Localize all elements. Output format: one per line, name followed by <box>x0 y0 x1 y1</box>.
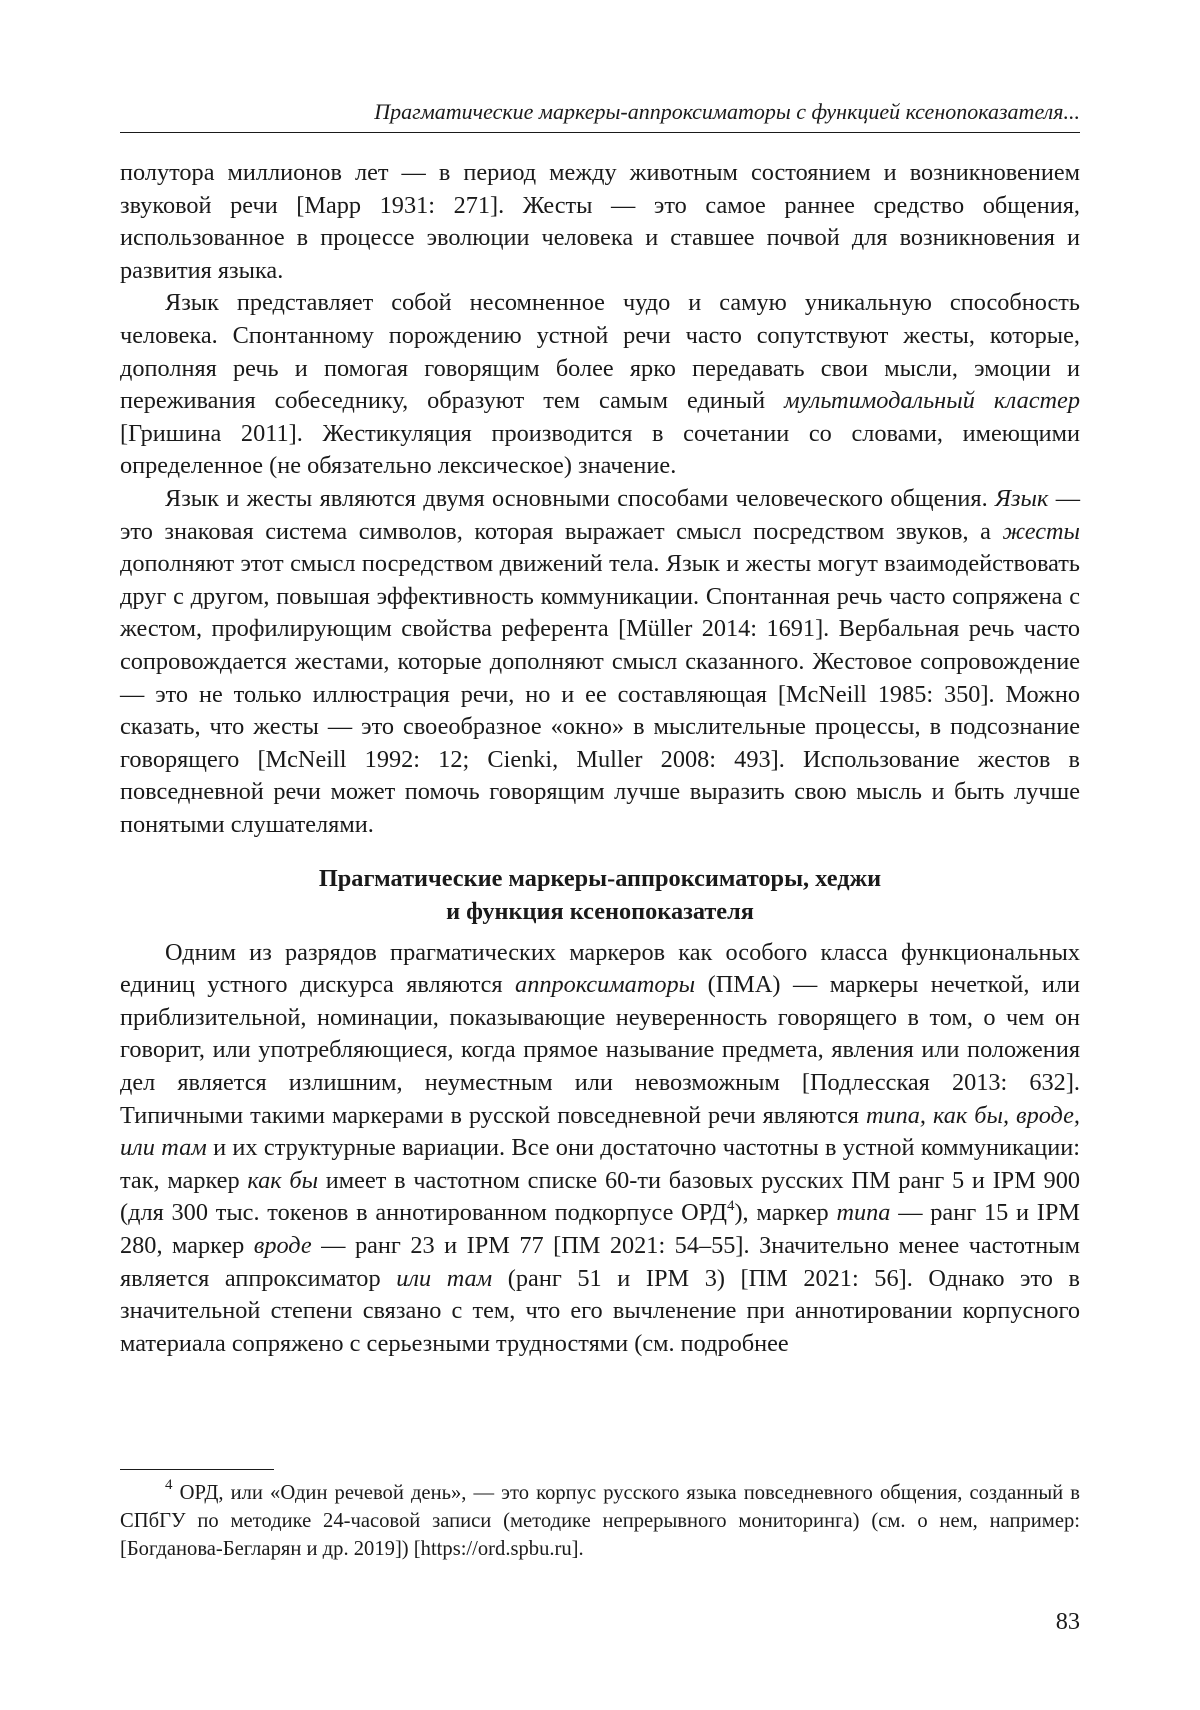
paragraph-4 <box>120 937 1080 1361</box>
section-heading-line-1: Прагматические маркеры-аппроксиматоры, хеджи <box>318 865 882 893</box>
term-language: Язык <box>995 484 1049 512</box>
footnote-ref-4[interactable]: 4 <box>726 1198 735 1215</box>
term-gestures: жесты <box>1002 517 1080 545</box>
p4-text-4: имеет в частотном списке 60-ти базовых русских ПМ ранг 5 и IPM 900 (для 300 тыс. токенов в аннотированном подкорпусе ОРД <box>120 1166 1080 1227</box>
term-ili-tam: или там <box>396 1264 493 1292</box>
footnote-4 <box>120 1477 1080 1563</box>
section-heading <box>120 863 1080 928</box>
p4-text-8: (ранг 51 и IPM 3) [ПМ 2021: 56]. Однако это в значительной степени связано с тем, что его вычленение при аннотировании корпусного материала сопряжено с серьезными трудностями (см. подробнее <box>120 1264 1081 1357</box>
term-vrode: вроде <box>253 1232 312 1259</box>
term-multimodal-cluster: мультимодальный кластер <box>784 387 1080 415</box>
term-marker-list: типа, как бы, вроде, или там <box>120 1101 1081 1162</box>
footnote-mark: 4 <box>165 1477 173 1493</box>
paragraph-3-text-c: дополняют этот смысл посредством движений тела. Язык и жесты могут взаимодействовать друг с другом, повышая эффективность коммуникации. Спонтанная речь часто сопряжена с жестом, профилирующим свойства референта [Müller 2014: 1691]. Вербальная речь часто сопровождается жестами, которые дополняют смысл сказанного. Жестовое сопровождение — это не только иллюстрация речи, но и ее составляющая [McNeill 1985: 350]. Можно сказать, что жесты — это своеобразное «окно» в мыслительные процессы, в подсознание говорящего [McNeill 1992: 12; Cienki, Muller 2008: 493]. Использование жестов в повседневной речи может помочь говорящим лучше выразить свою мысль и быть лучше понятыми слушателями. <box>120 550 1080 838</box>
page-number: 83 <box>1055 1608 1080 1635</box>
paragraph-1: полутора миллионов лет — в период между животным состоянием и возникновением звуковой речи [Марр 1931: 271]. Жесты — это самое раннее средство общения, использованное в процессе эволюции человека и ставшее почвой для возникновения и развития языка. <box>120 159 1080 284</box>
paragraph-3 <box>120 483 1080 842</box>
section-heading-line-2: и функция ксенопоказателя <box>446 898 754 926</box>
p4-text-5: ), маркер <box>734 1199 837 1227</box>
term-approximators: аппроксиматоры <box>515 971 696 999</box>
footnote <box>120 1477 1080 1563</box>
p4-text-6: — ранг 15 и IPM 280, маркер <box>120 1199 1080 1259</box>
paragraph-3-text-b: — это знаковая система символов, которая выражает смысл посредством звуков, а <box>120 484 1080 545</box>
footnote-text: ОРД, или «Один речевой день», — это корпус русского языка повседневного общения, созданный в СПбГУ по методике 24-часовой записи (методике непрерывного мониторинга) (см. о нем, например: [Богданова-Бегларян и др. 2019]) [https://ord.spbu.ru]. <box>120 1482 1080 1560</box>
term-tipa: типа <box>836 1199 891 1227</box>
footnote-rule <box>120 1469 274 1470</box>
paragraph-3-text-a: Язык и жесты являются двумя основными способами человеческого общения. <box>165 484 996 512</box>
p4-text-2: (ПМА) — маркеры нечеткой, или приблизительной, номинации, показывающие неуверенность говорящего в том, о чем он говорит, или употребляющиеся, когда прямое называние предмета, явления или положения дел является излишним, неуместным или невозможным [Подлесская 2013: 632]. Типичными такими маркерами в русской повседневной речи являются <box>120 971 1080 1129</box>
paragraph-2 <box>120 287 1080 483</box>
term-kak-by: как бы <box>247 1166 319 1194</box>
p4-text-3: и их структурные вариации. Все они достаточно частотны в устной коммуникации: так, маркер <box>120 1134 1080 1194</box>
paragraph-2-text-b: [Гришина 2011]. Жестикуляция производится в сочетании со словами, имеющими определенное (не обязательно лексическое) значение. <box>120 419 1080 480</box>
main-text <box>120 157 1080 1360</box>
p4-text-1: Одним из разрядов прагматических маркеров как особого класса функциональных единиц устного дискурса являются <box>120 938 1080 999</box>
header-rule <box>120 132 1080 133</box>
paragraph-2-text-a: Язык представляет собой несомненное чудо и самую уникальную способность человека. Спонтанному порождению устной речи часто сопутствуют жесты, которые, дополняя речь и помогая говорящим более ярко передавать свои мысли, эмоции и переживания собеседнику, образуют тем самым единый <box>120 289 1080 415</box>
p4-text-7: — ранг 23 и IPM 77 [ПМ 2021: 54–55]. Значительно менее частотным является аппроксиматор <box>120 1232 1080 1292</box>
running-head: Прагматические маркеры-аппроксиматоры с функцией ксенопоказателя... <box>374 99 1080 124</box>
